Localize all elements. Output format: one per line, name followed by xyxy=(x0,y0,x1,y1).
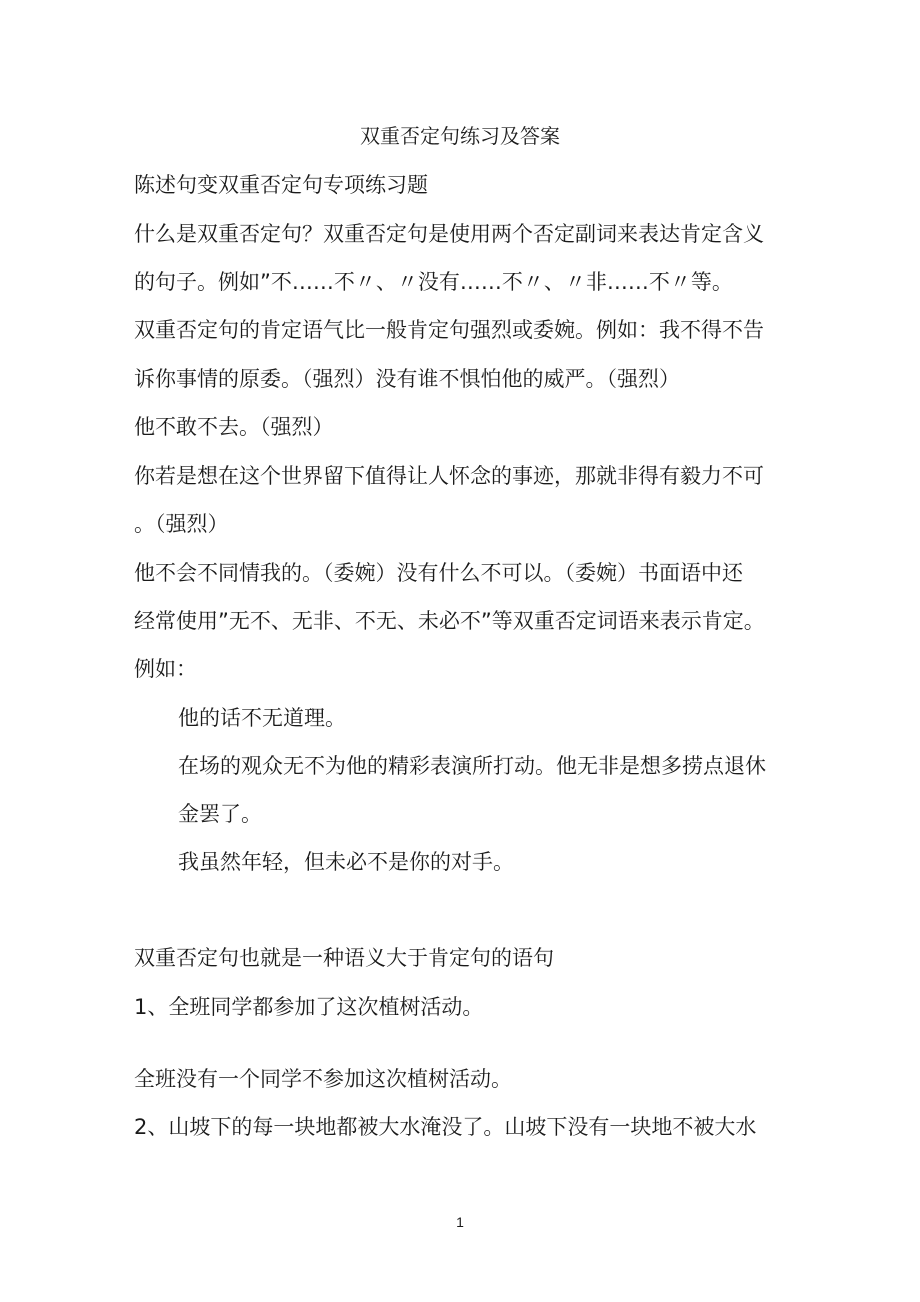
paragraph-line: 他不会不同情我的。（委婉）没有什么不可以。（委婉）书面语中还 xyxy=(134,561,743,585)
paragraph-line: 经常使用”无不、无非、不无、未必不”等双重否定词语来表示肯定。 xyxy=(134,609,765,633)
document-title: 双重否定句练习及答案 xyxy=(360,124,560,148)
paragraph-line: 的句子。例如”不……不〃、〃没有……不〃、〃非……不〃等。 xyxy=(134,270,733,294)
paragraph-line: 。（强烈） xyxy=(134,512,229,536)
example-line: 我虽然年轻，但未必不是你的对手。 xyxy=(178,850,514,874)
paragraph-line: 诉你事情的原委。（强烈）没有谁不惧怕他的威严。（强烈） xyxy=(134,367,680,391)
exercise-item: 1、全班同学都参加了这次植树活动。 xyxy=(134,995,484,1019)
page-number: 1 xyxy=(456,1214,464,1230)
example-line: 他的话不无道理。 xyxy=(178,706,346,730)
example-line: 在场的观众无不为他的精彩表演所打动。他无非是想多捞点退休 xyxy=(178,754,766,778)
paragraph-line: 双重否定句的肯定语气比一般肯定句强烈或委婉。例如：我不得不告 xyxy=(134,318,764,342)
exercise-item: 2、山坡下的每一块地都被大水淹没了。山坡下没有一块地不被大水 xyxy=(134,1115,757,1139)
example-line: 金罢了。 xyxy=(178,802,262,826)
paragraph-line: 他不敢不去。（强烈） xyxy=(134,415,334,439)
subtitle-line: 陈述句变双重否定句专项练习题 xyxy=(134,173,428,197)
paragraph-line: 什么是双重否定句？双重否定句是使用两个否定副词来表达肯定含义 xyxy=(134,222,764,246)
paragraph-line: 双重否定句也就是一种语义大于肯定句的语句 xyxy=(134,946,554,970)
exercise-answer: 全班没有一个同学不参加这次植树活动。 xyxy=(134,1067,512,1091)
paragraph-line: 例如： xyxy=(134,657,197,681)
paragraph-line: 你若是想在这个世界留下值得让人怀念的事迹，那就非得有毅力不可 xyxy=(134,464,764,488)
